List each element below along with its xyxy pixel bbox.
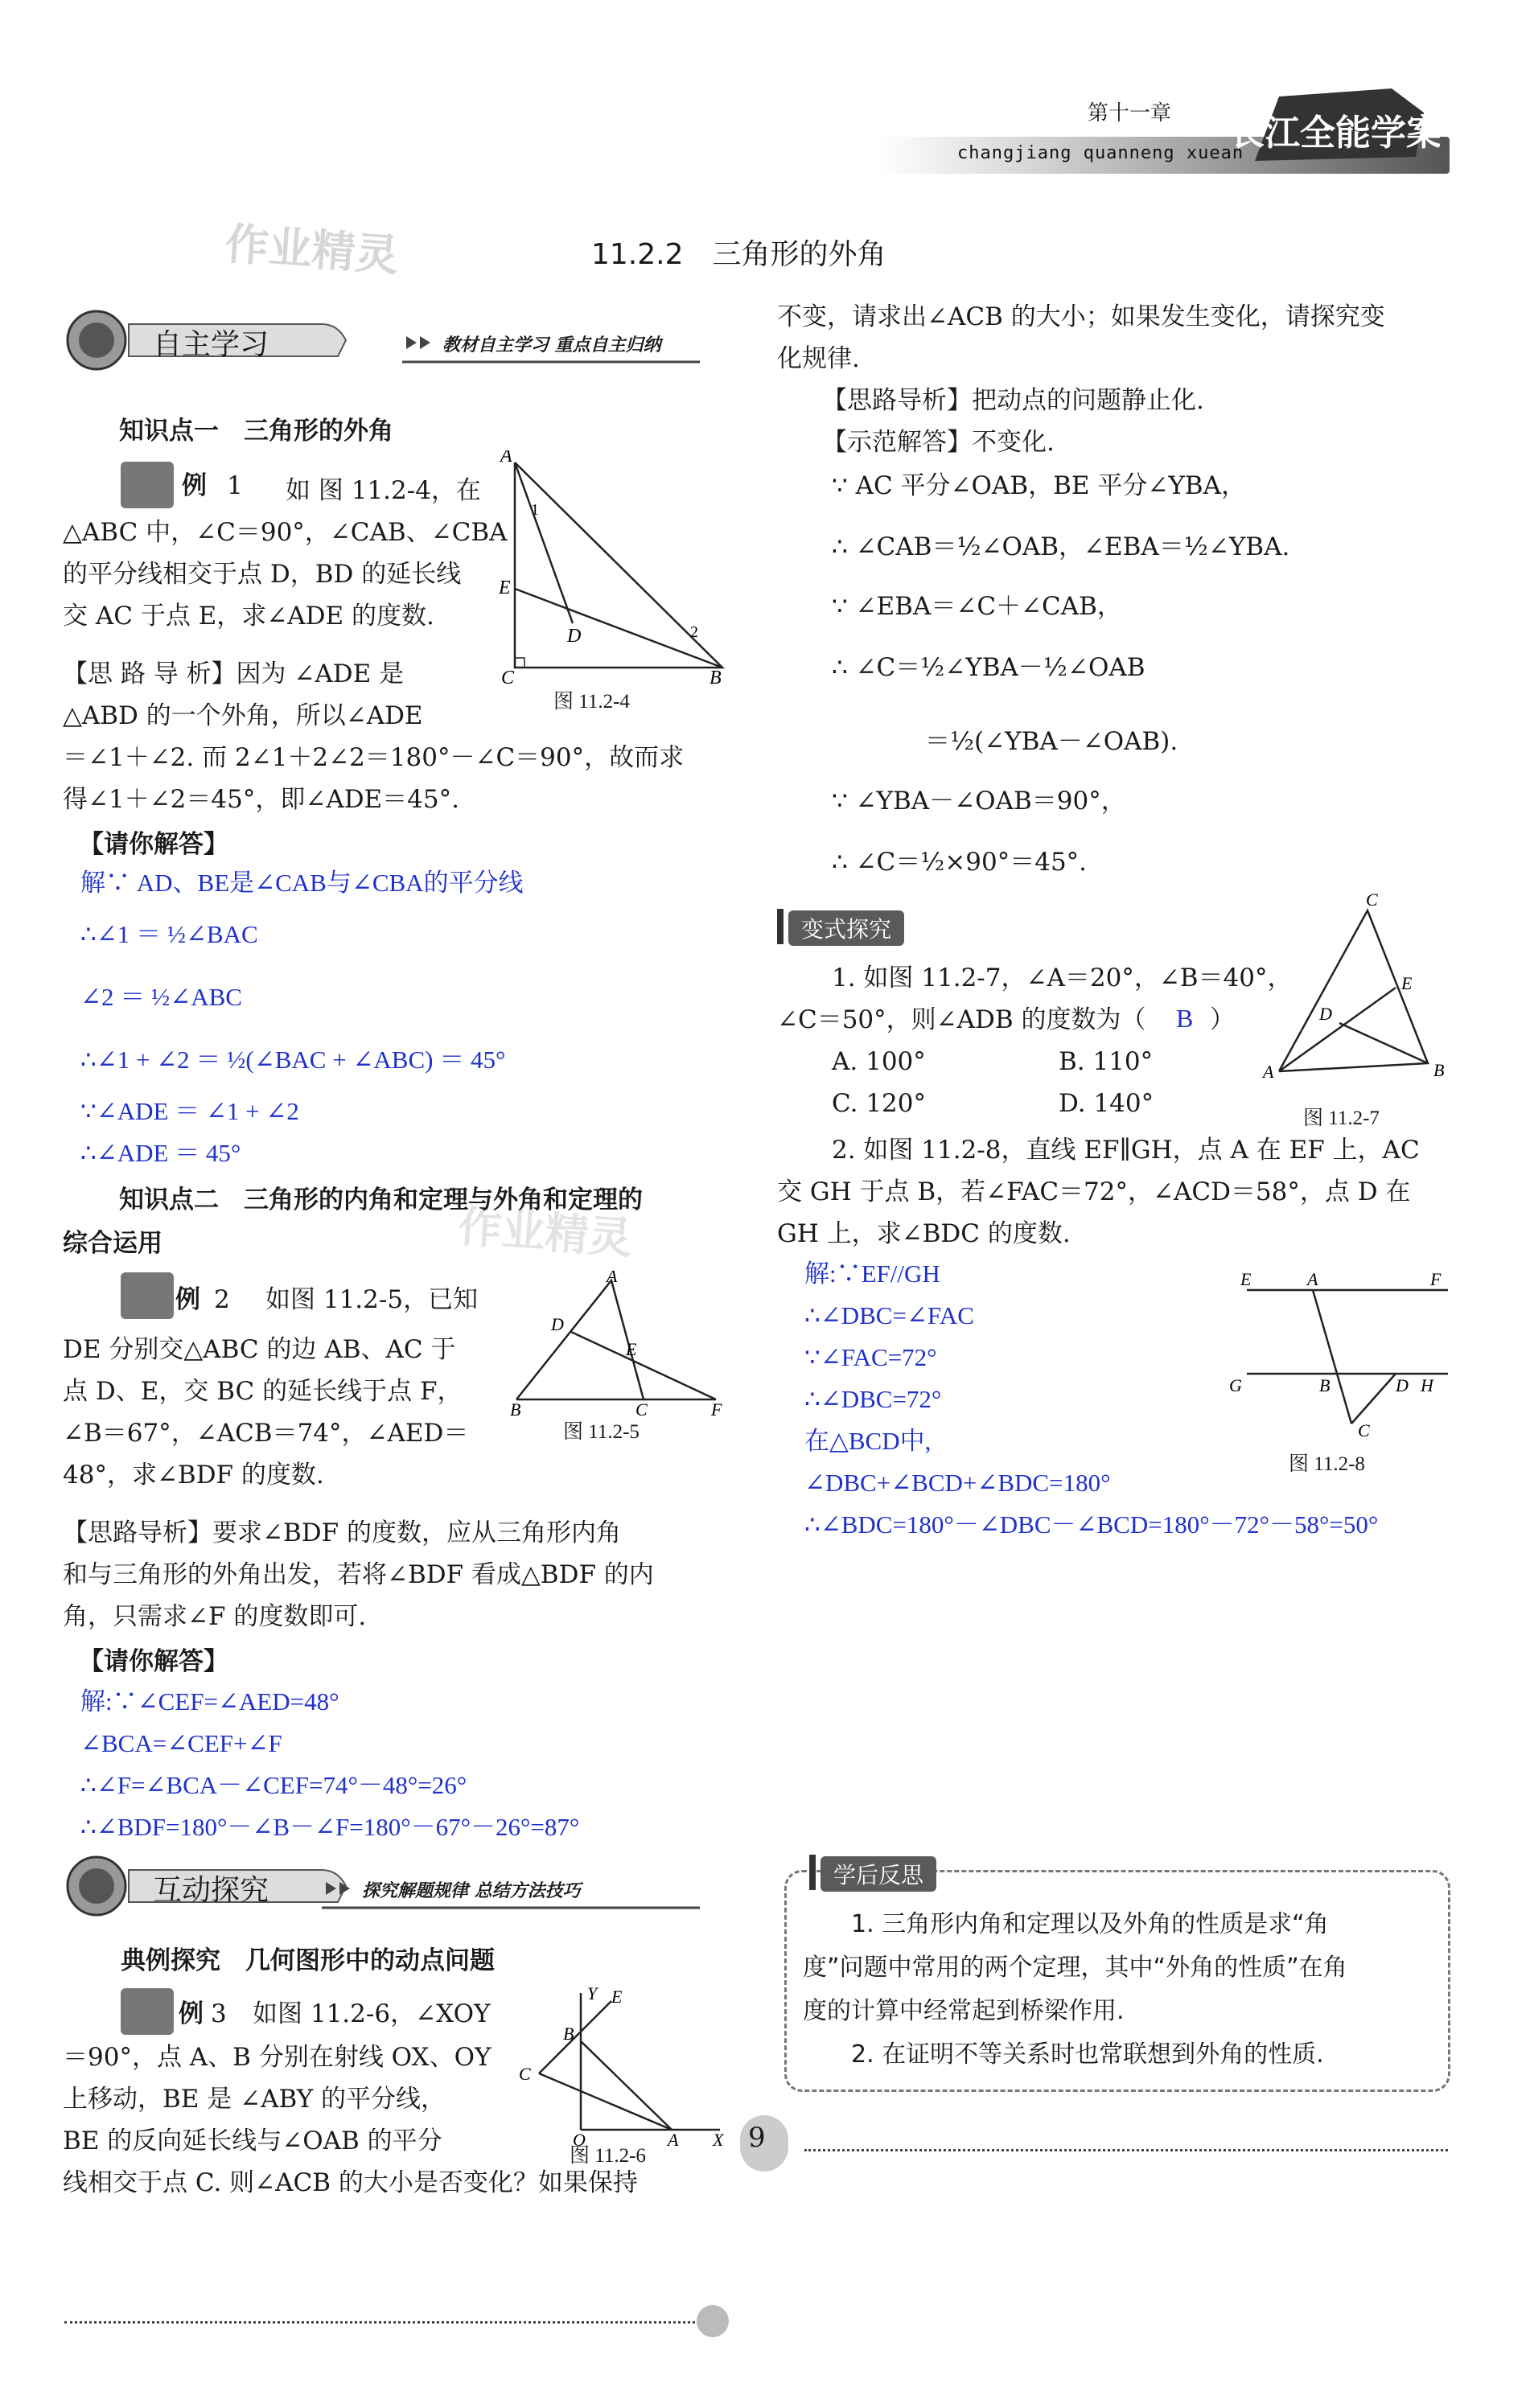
reflect-tag-bar (809, 1855, 816, 1890)
svg-text:A: A (1263, 1062, 1274, 1082)
variant-answer: ∴∠BDC=180°－∠DBC－∠BCD=180°－72°－58°=50° (804, 1510, 1379, 1539)
ex3-step: ∵ ∠YBA－∠OAB＝90°， (832, 787, 1126, 816)
svg-text:E: E (626, 1339, 637, 1359)
variant-answer: ∵∠FAC=72° (804, 1343, 937, 1371)
svg-text:A: A (607, 1271, 618, 1286)
figure-11-2-6 (515, 1985, 732, 2146)
ex3-line: 上移动，BE 是 ∠ABY 的平分线， (63, 2085, 446, 2114)
svg-text:C: C (501, 668, 515, 688)
svg-text:B: B (510, 1399, 521, 1416)
watermark: 作业精灵 (223, 218, 401, 281)
figure-11-2-7 (1255, 893, 1456, 1094)
ex3-step: ∴ ∠C＝½×90°＝45°. (832, 848, 1088, 877)
ex3-line: ＝90°，点 A、B 分别在射线 OX、OY (63, 2043, 491, 2072)
variant-answer: ∠DBC+∠BCD+∠BDC=180° (804, 1469, 1111, 1497)
ex1-answer: ∴∠ADE ＝ 45° (80, 1139, 241, 1167)
svg-text:C: C (1366, 893, 1378, 910)
variant-q1: ∠C＝50°，则∠ADB 的度数为（ (777, 1005, 1146, 1034)
ex1-analysis: ＝∠1＋∠2. 而 2∠1＋2∠2＝180°－∠C＝90°，故而求 (63, 743, 685, 772)
knowledge-point-1: 知识点一 三角形的外角 (119, 417, 393, 446)
ex1-analysis: 【思 路 导 析】因为 ∠ADE 是 (63, 660, 405, 688)
option: B. 110° (1059, 1047, 1154, 1076)
ex1-answer: 解∵ AD、BE是∠CAB与∠CBA的平分线 (80, 869, 524, 897)
svg-text:E: E (499, 577, 511, 598)
svg-text:X: X (713, 2130, 724, 2146)
variant-q2: 2. 如图 11.2-8，直线 EF∥GH，点 A 在 EF 上，AC (832, 1136, 1420, 1165)
ex2-answer: ∴∠F=∠BCA－∠CEF=74°－48°=26° (80, 1771, 467, 1799)
ex2-line: ∠B＝67°，∠ACB＝74°，∠AED＝ (63, 1419, 469, 1448)
svg-text:Y: Y (587, 1985, 598, 2003)
svg-text:C: C (519, 2064, 531, 2084)
reflect-tag: 学后反思 (821, 1856, 936, 1892)
ex3-step: ∴ ∠C＝½∠YBA－½∠OAB (832, 653, 1145, 682)
svg-text:2: 2 (690, 623, 698, 641)
variant-q2: GH 上，求∠BDC 的度数. (777, 1219, 1071, 1248)
figure-11-2-5 (507, 1271, 732, 1416)
ex1-answer: ∠2 ＝ ½∠ABC (80, 983, 242, 1011)
brand-logo (1231, 80, 1440, 169)
ex2-analysis: 角，只需求∠F 的度数即可. (63, 1602, 367, 1631)
svg-text:H: H (1421, 1375, 1433, 1395)
section-slogan: 教材自主学习 重点自主归纳 (442, 335, 661, 355)
example-icon (121, 1272, 174, 1319)
variant-answer: ∴∠DBC=∠FAC (804, 1301, 974, 1329)
section-name: 互动探究 (153, 1874, 269, 1907)
svg-text:B: B (563, 2024, 574, 2044)
ex3-step: ＝½(∠YBA－∠OAB). (925, 727, 1178, 756)
footer-ornament (697, 2305, 729, 2337)
ex3-continued: 化规律. (777, 344, 860, 373)
svg-text:A: A (1307, 1269, 1318, 1289)
svg-text:B: B (1319, 1375, 1331, 1395)
example-icon (121, 462, 174, 508)
ex3-step: ∴ ∠CAB＝½∠OAB，∠EBA＝½∠YBA. (832, 532, 1290, 561)
footer-dots-right (804, 2149, 1448, 2151)
ask-answer-label: 【请你解答】 (79, 830, 228, 859)
option: D. 140° (1059, 1089, 1154, 1118)
section-name: 自主学习 (153, 328, 269, 361)
svg-text:A: A (500, 450, 512, 466)
example-label: 例 (175, 1285, 200, 1314)
ex2-answer: ∠BCA=∠CEF+∠F (80, 1729, 282, 1757)
svg-text:G: G (1229, 1375, 1242, 1395)
svg-text:E: E (611, 1987, 623, 2007)
svg-text:E: E (1240, 1269, 1252, 1289)
ex1-line: 交 AC 于点 E，求∠ADE 的度数. (63, 602, 434, 631)
ex1-line: 的平分线相交于点 D，BD 的延长线 (63, 560, 462, 589)
variant-q1-answer: B (1176, 1004, 1194, 1033)
example-number: 1 (227, 471, 243, 500)
option: A. 100° (832, 1047, 926, 1076)
figure-caption: 图 11.2-8 (1289, 1453, 1365, 1475)
figure-caption: 图 11.2-6 (570, 2145, 646, 2167)
ex1-analysis: 得∠1＋∠2＝45°，即∠ADE＝45°. (63, 785, 459, 814)
variant-answer: ∴∠DBC=72° (804, 1385, 942, 1413)
ex2-line: 48°，求∠BDF 的度数. (63, 1461, 324, 1490)
knowledge-point-2: 知识点二 三角形的内角和定理与外角和定理的 (119, 1186, 643, 1214)
svg-text:D: D (1319, 1004, 1332, 1024)
section-title: 11.2.2 三角形的外角 (591, 238, 886, 271)
ex1-answer: ∴∠1 + ∠2 ＝ ½(∠BAC + ∠ABC) ＝ 45° (80, 1046, 506, 1074)
ex3-line: 如图 11.2-6，∠XOY (253, 1999, 491, 2028)
header-pinyin: changjiang quanneng xuean (957, 143, 1244, 163)
svg-text:B: B (1433, 1060, 1445, 1080)
figure-caption: 图 11.2-7 (1303, 1107, 1380, 1129)
ex3-analysis: 【思路导析】把动点的问题静止化. (822, 386, 1204, 415)
reflect-line: 1. 三角形内角和定理以及外角的性质是求“角 (851, 1910, 1329, 1938)
variant-tag: 变式探究 (788, 910, 904, 946)
ex2-answer: ∴∠BDF=180°－∠B－∠F=180°－67°－26°=87° (80, 1813, 580, 1841)
ex1-answer: ∴∠1 ＝ ½∠BAC (80, 920, 258, 948)
ex2-line: DE 分别交△ABC 的边 AB、AC 于 (63, 1335, 456, 1364)
svg-text:D: D (551, 1314, 564, 1334)
section-banner-self-study (56, 304, 708, 376)
ex2-analysis: 【思路导析】要求∠BDF 的度数，应从三角形内角 (63, 1518, 621, 1547)
svg-text:E: E (1401, 973, 1413, 993)
ex3-line: BE 的反向延长线与∠OAB 的平分 (63, 2127, 442, 2155)
ex1-analysis: △ABD 的一个外角，所以∠ADE (63, 701, 423, 730)
svg-text:B: B (709, 668, 722, 688)
svg-text:F: F (711, 1399, 722, 1416)
ex3-step: ∵ AC 平分∠OAB，BE 平分∠YBA， (832, 471, 1246, 500)
svg-text:C: C (1358, 1420, 1370, 1440)
ex3-line: 线相交于点 C. 则∠ACB 的大小是否变化？如果保持 (63, 2168, 638, 2197)
variant-answer: 在△BCD中, (804, 1427, 932, 1455)
ex3-step: ∵ ∠EBA＝∠C＋∠CAB， (832, 592, 1122, 621)
ex2-answer: 解:∵∠CEF=∠AED=48° (80, 1687, 339, 1716)
page-number: 9 (748, 2122, 766, 2154)
watermark-2: 作业精灵 (456, 1201, 634, 1264)
svg-text:D: D (1396, 1375, 1409, 1395)
variant-answer: 解:∵EF//GH (804, 1259, 940, 1288)
example-number: 2 (214, 1285, 230, 1314)
typical-example-heading: 典例探究 几何图形中的动点问题 (121, 1946, 495, 1975)
brand-text: 长江全能学案 (1231, 113, 1440, 154)
svg-text:C: C (635, 1399, 648, 1416)
knowledge-point-2-cont: 综合运用 (63, 1229, 162, 1258)
svg-text:F: F (1430, 1269, 1442, 1289)
ex2-line: 点 D、E，交 BC 的延长线于点 F， (63, 1377, 463, 1406)
ex1-answer: ∵∠ADE ＝ ∠1 + ∠2 (80, 1097, 299, 1125)
figure-caption: 图 11.2-4 (553, 691, 630, 713)
ex1-line: 如 图 11.2-4，在 (286, 476, 481, 505)
option: C. 120° (832, 1089, 926, 1118)
svg-text:O: O (573, 2130, 586, 2146)
chapter-label: 第十一章 (1088, 101, 1172, 125)
ex3-continued: 不变，请求出∠ACB 的大小；如果发生变化，请探究变 (777, 302, 1385, 331)
variant-tag-bar (777, 909, 784, 944)
ex3-demo-label: 【示范解答】不变化. (822, 428, 1055, 457)
reflect-line: 度的计算中经常起到桥梁作用. (803, 1997, 1125, 2025)
variant-q1: ） (1210, 1005, 1235, 1034)
figure-11-2-4 (499, 450, 740, 692)
ask-answer-label: 【请你解答】 (79, 1647, 228, 1676)
ex2-line: 如图 11.2-5，已知 (265, 1285, 479, 1314)
reflection-text (803, 1903, 1430, 2077)
variant-q1: 1. 如图 11.2-7，∠A＝20°，∠B＝40°， (832, 964, 1293, 992)
footer-dots-left (64, 2321, 700, 2324)
figure-11-2-8 (1223, 1263, 1456, 1448)
variant-q2: 交 GH 于点 B，若∠FAC＝72°，∠ACD＝58°，点 D 在 (777, 1177, 1411, 1206)
figure-caption: 图 11.2-5 (563, 1421, 640, 1443)
example-number: 3 (211, 1999, 227, 2028)
ex1-line: △ABC 中，∠C＝90°，∠CAB、∠CBA (63, 518, 508, 547)
reflect-line: 度”问题中常用的两个定理，其中“外角的性质”在角 (803, 1954, 1347, 1982)
example-icon (121, 1988, 174, 2035)
example-label: 例 (179, 1999, 204, 2028)
section-banner-interactive (56, 1850, 708, 1922)
svg-text:A: A (668, 2130, 679, 2146)
reflect-line: 2. 在证明不等关系时也常联想到外角的性质. (851, 2040, 1324, 2069)
svg-text:D: D (567, 626, 582, 647)
example-label: 例 (182, 471, 207, 500)
section-slogan: 探究解题规律 总结方法技巧 (362, 1881, 581, 1901)
svg-text:1: 1 (531, 501, 539, 519)
ex2-analysis: 和与三角形的外角出发，若将∠BDF 看成△BDF 的内 (63, 1560, 654, 1589)
